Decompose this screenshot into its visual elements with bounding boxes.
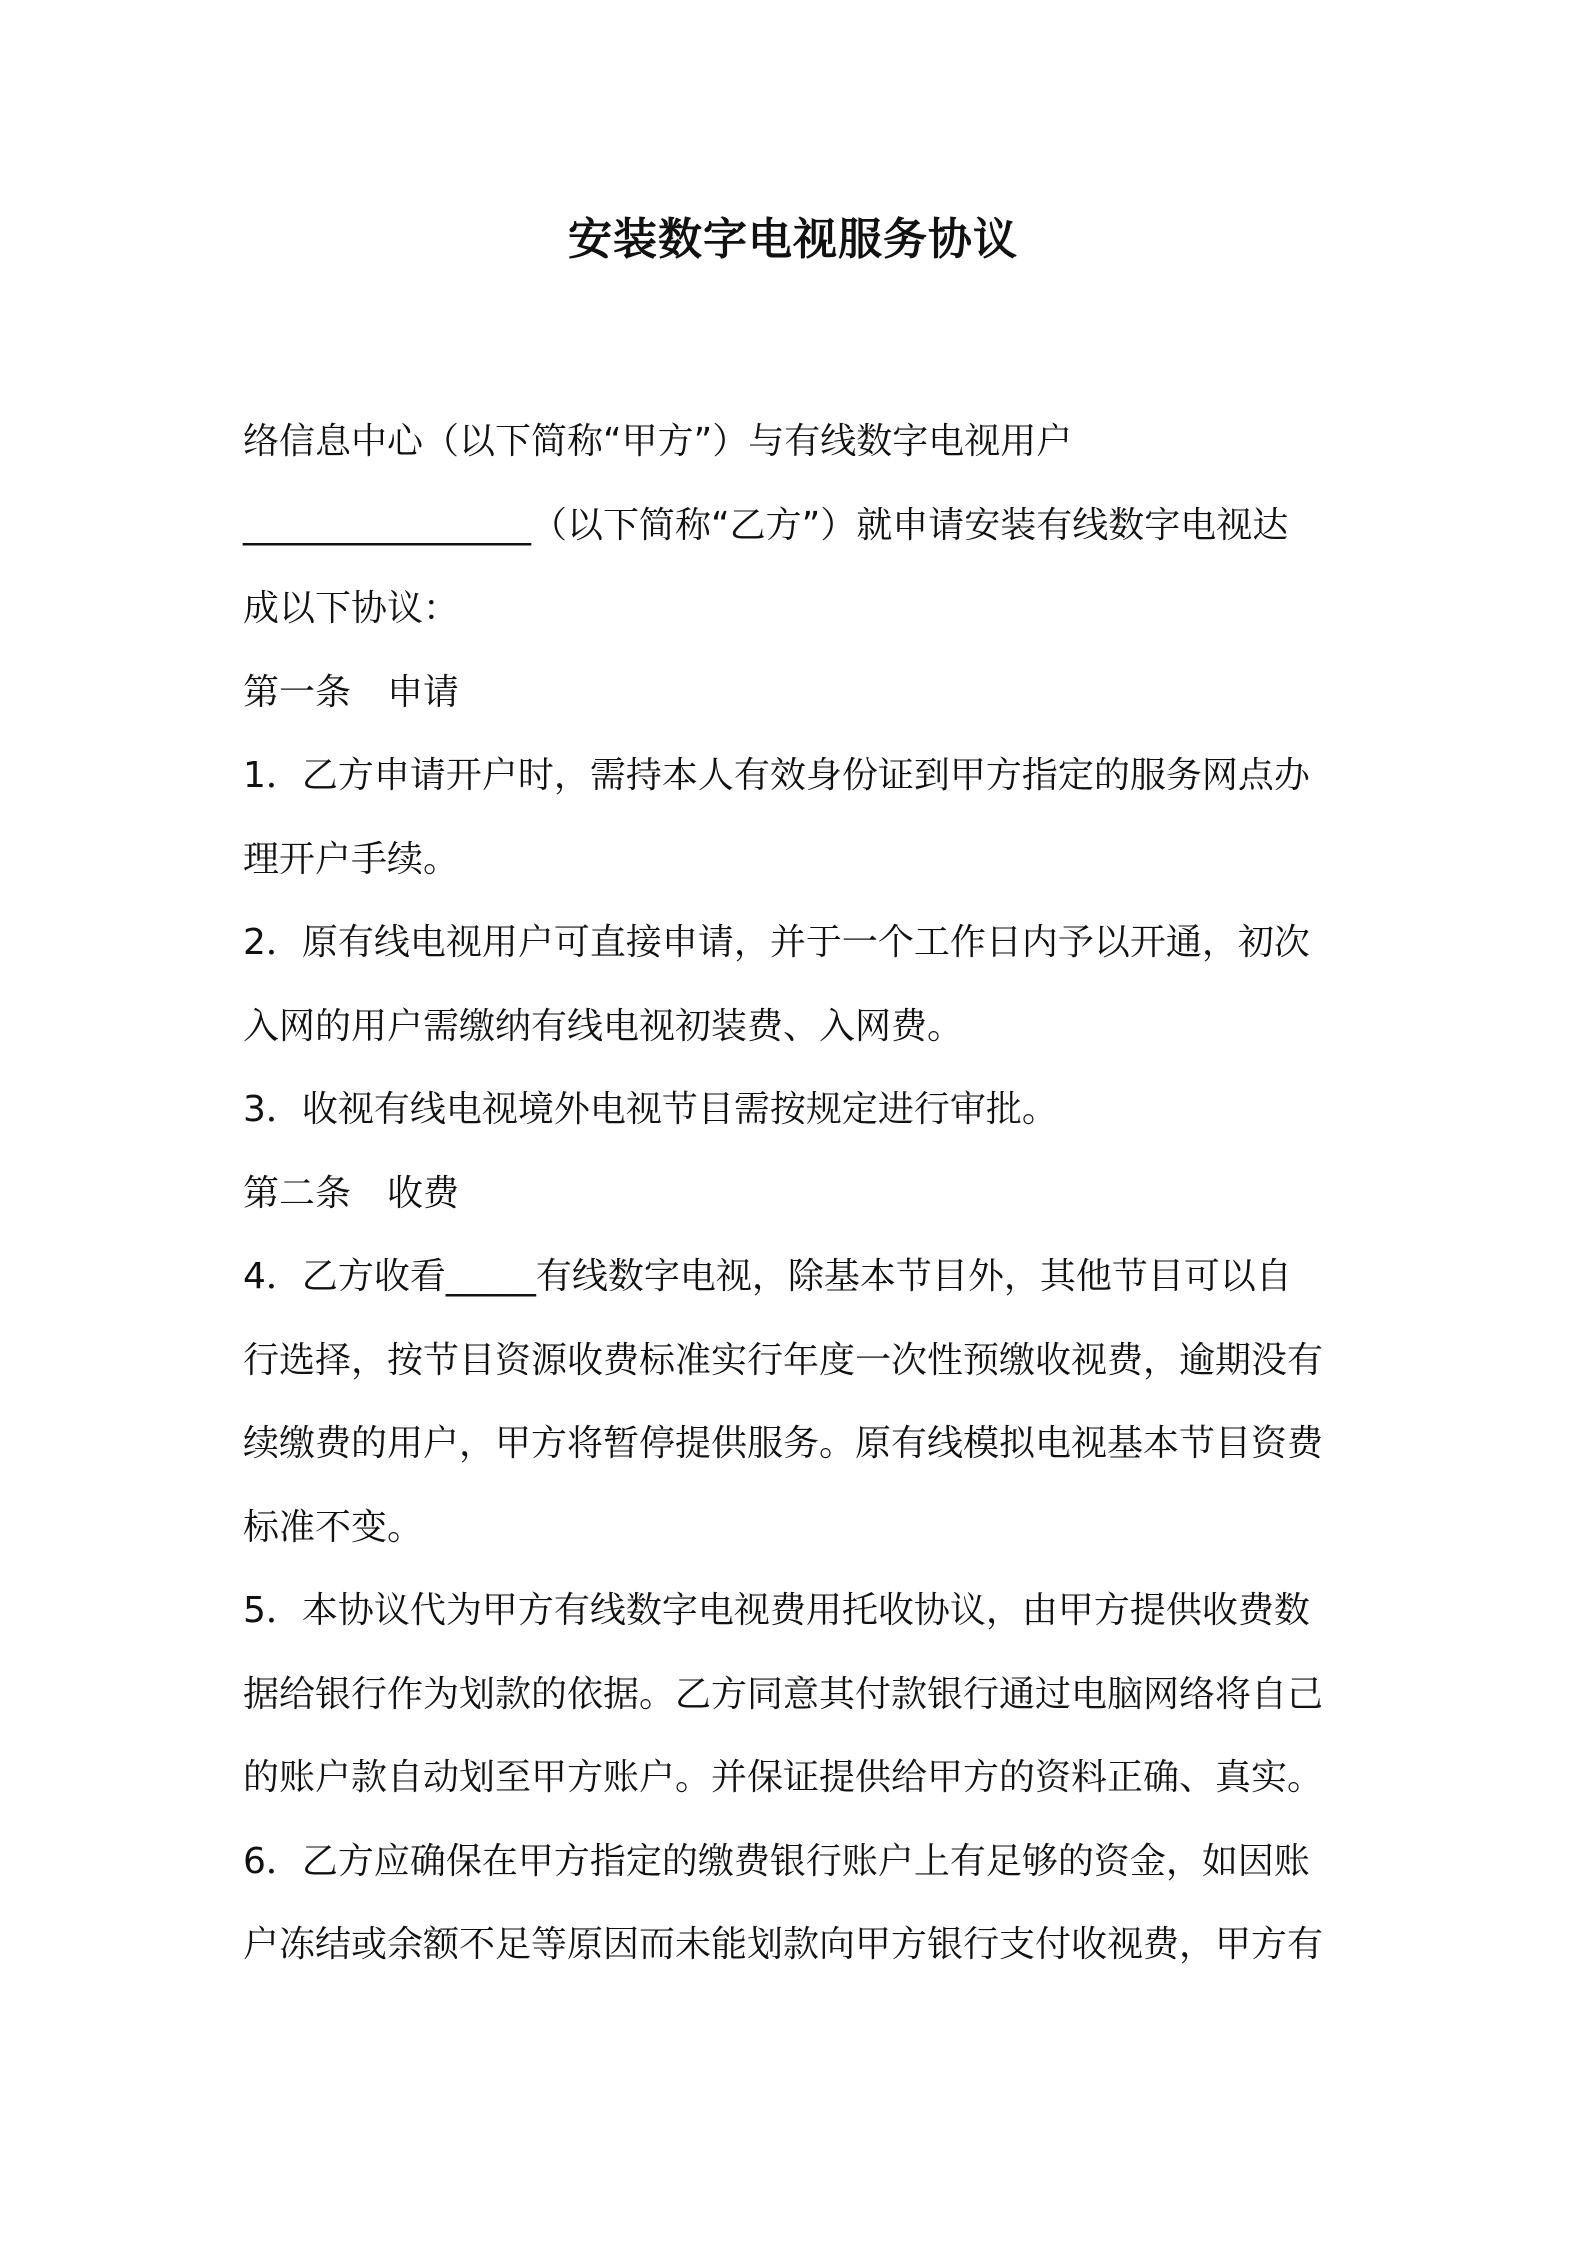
paragraph-line: 3．收视有线电视境外电视节目需按规定进行审批。 [243,1089,1058,1130]
section-heading: 第二条 收费 [243,1172,460,1214]
section-heading: 第一条 申请 [243,671,460,713]
paragraph-line: 2．原有线电视用户可直接申请，并于一个工作日内予以开通，初次 [243,922,1310,963]
paragraph-line: 4．乙方收看_____有线数字电视，除基本节目外，其他节目可以自 [243,1256,1292,1297]
paragraph-line: 据给银行作为划款的依据。乙方同意其付款银行通过电脑网络将自己 [243,1673,1324,1715]
document-title: 安装数字电视服务协议 [568,214,1018,265]
paragraph-line: 行选择，按节目资源收费标准实行年度一次性预缴收视费，逾期没有 [243,1339,1324,1381]
paragraph-line: 续缴费的用户，甲方将暂停提供服务。原有线模拟电视基本节目资费 [243,1423,1324,1464]
paragraph-line: ________________（以下简称“乙方”）就申请安装有线数字电视达 [243,504,1289,546]
paragraph-line: 6．乙方应确保在甲方指定的缴费银行账户上有足够的资金，如因账 [243,1840,1310,1882]
paragraph-line: 户冻结或余额不足等原因而未能划款向甲方银行支付收视费，甲方有 [243,1924,1324,1965]
paragraph-line: 入网的用户需缴纳有线电视初装费、入网费。 [243,1005,964,1047]
paragraph-line: 标准不变。 [243,1506,424,1548]
paragraph-line: 络信息中心（以下简称“甲方”）与有线数字电视用户 [243,421,1073,462]
paragraph-line: 1．乙方申请开户时，需持本人有效身份证到甲方指定的服务网点办 [243,755,1310,796]
paragraph-line: 理开户手续。 [243,838,460,880]
paragraph-line: 5．本协议代为甲方有线数字电视费用托收协议，由甲方提供收费数 [243,1590,1310,1631]
document-body [243,400,1353,1987]
paragraph-line: 的账户款自动划至甲方账户。并保证提供给甲方的资料正确、真实。 [243,1757,1324,1798]
paragraph-line: 成以下协议： [243,588,460,629]
